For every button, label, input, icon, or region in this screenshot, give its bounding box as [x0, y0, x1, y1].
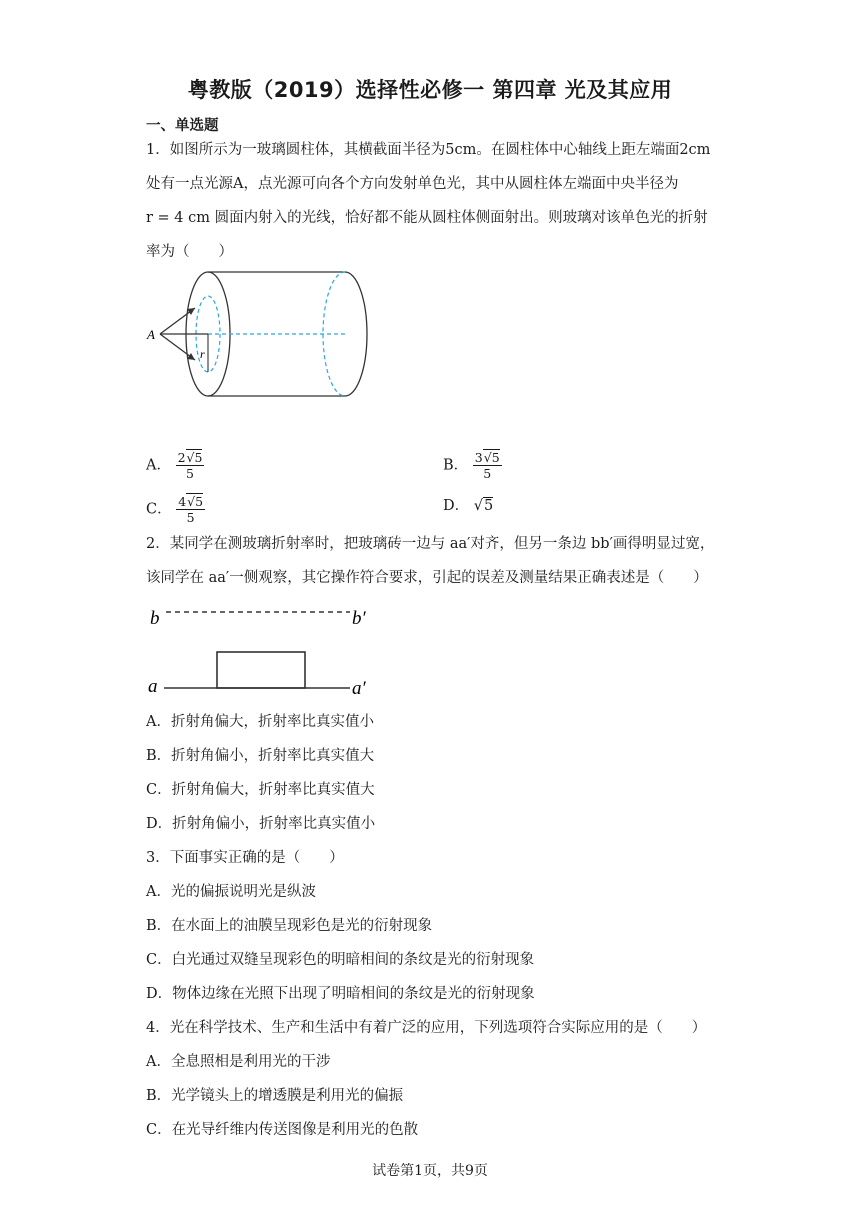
q1-option-a-letter: A．: [146, 457, 171, 474]
label-a-prime: a′: [352, 678, 366, 699]
q3-option-c[interactable]: C．白光通过双缝呈现彩色的明暗相间的条纹是光的衍射现象: [146, 952, 535, 968]
q3-option-d[interactable]: D．物体边缘在光照下出现了明暗相间的条纹是光的衍射现象: [146, 986, 535, 1002]
label-a: a: [148, 676, 158, 697]
q1-option-c-letter: C．: [146, 501, 172, 518]
page-title: 粤教版（2019）选择性必修一 第四章 光及其应用: [187, 78, 673, 102]
q4-option-c[interactable]: C．在光导纤维内传送图像是利用光的色散: [146, 1122, 419, 1138]
q2-stem-line-1: 2．某同学在测玻璃折射率时，把玻璃砖一边与 aa′对齐，但另一条边 bb′画得明显过宽，: [146, 536, 715, 552]
q1-stem-line-2: 处有一点光源A，点光源可向各个方向发射单色光，其中从圆柱体左端面中央半径为: [146, 176, 679, 192]
cylinder-figure: [140, 266, 380, 406]
label-A: A: [147, 327, 155, 342]
q4-option-a[interactable]: A．全息照相是利用光的干涉: [146, 1054, 331, 1070]
q1-option-b-fraction: $\frac{3√5}{5}$: [474, 450, 500, 481]
cylinder-right-face-front: [345, 272, 367, 396]
section-heading: 一、单选题: [146, 118, 219, 134]
q2-option-c[interactable]: C．折射角偏大，折射率比真实值大: [146, 782, 375, 798]
q1-option-b[interactable]: [443, 450, 502, 481]
label-r: r: [200, 347, 205, 361]
q1-option-d-letter: D．: [443, 498, 470, 514]
q3-option-a[interactable]: A．光的偏振说明光是纵波: [146, 884, 316, 900]
q1-stem-line-4: 率为（ ）: [146, 244, 233, 260]
q1-option-a[interactable]: [146, 450, 204, 481]
q2-option-d[interactable]: D．折射角偏小，折射率比真实值小: [146, 816, 376, 832]
glass-block: [217, 652, 305, 688]
q2-option-a[interactable]: A．折射角偏大，折射率比真实值小: [146, 714, 374, 730]
q1-option-c-fraction: $\frac{4√5}{5}$: [178, 494, 204, 525]
label-b: b: [150, 608, 160, 629]
q1-stem-line-1: 1．如图所示为一玻璃圆柱体，其横截面半径为5cm。在圆柱体中心轴线上距左端面2cm: [146, 142, 711, 158]
q1-stem-line-3: r = 4 cm 圆面内射入的光线，恰好都不能从圆柱体侧面射出。则玻璃对该单色光的折射: [146, 210, 708, 226]
q4-option-b[interactable]: B．光学镜头上的增透膜是利用光的偏振: [146, 1088, 404, 1104]
q1-option-a-fraction: $\frac{2√5}{5}$: [177, 450, 203, 481]
arrowhead-lower: [187, 353, 195, 360]
q3-option-b[interactable]: B．在水面上的油膜呈现彩色是光的衍射现象: [146, 918, 433, 934]
q4-stem: 4．光在科学技术、生产和生活中有着广泛的应用，下列选项符合实际应用的是（ ）: [146, 1020, 707, 1036]
q2-stem-line-2: 该同学在 aa′一侧观察，其它操作符合要求，引起的误差及测量结果正确表述是（ ）: [146, 570, 708, 586]
q2-option-b[interactable]: B．折射角偏小，折射率比真实值大: [146, 748, 375, 764]
q1-option-d[interactable]: [443, 496, 493, 516]
glass-block-figure: [140, 600, 380, 700]
q1-option-b-letter: B．: [443, 457, 469, 474]
page-footer: 试卷第1页，共9页: [372, 1163, 488, 1179]
q1-option-c[interactable]: [146, 494, 205, 525]
label-b-prime: b′: [352, 608, 366, 629]
arrowhead-upper: [187, 308, 195, 315]
q3-stem: 3．下面事实正确的是（ ）: [146, 850, 344, 866]
q1-option-d-value: √5: [473, 498, 494, 514]
